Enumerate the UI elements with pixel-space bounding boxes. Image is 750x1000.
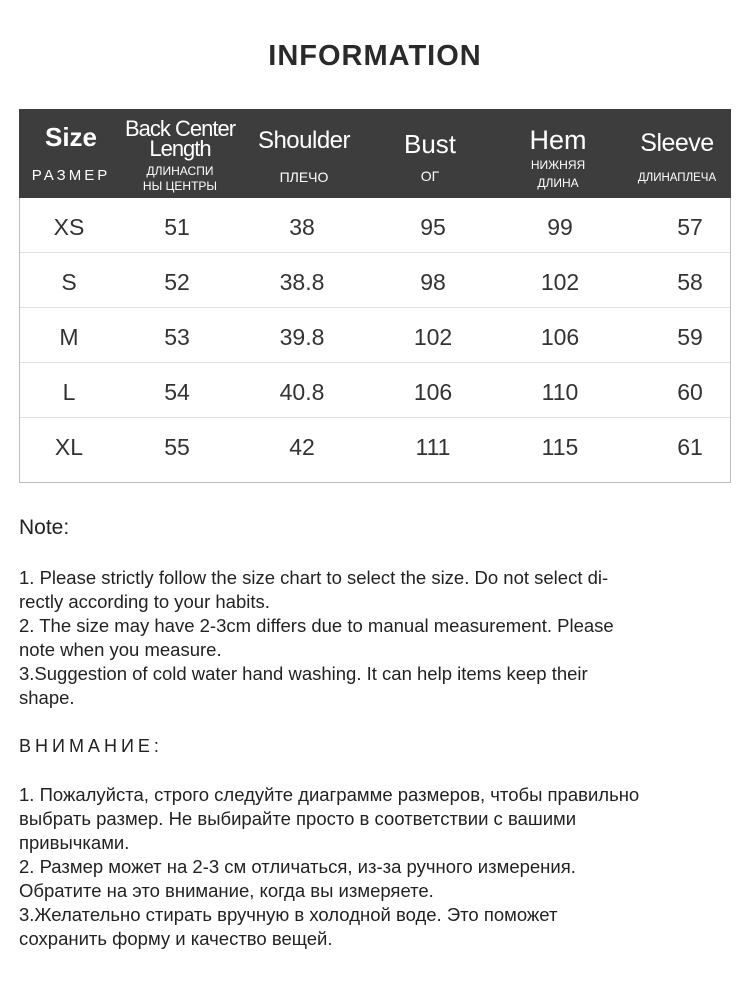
cell-hem: 102 [540,269,580,295]
header-shoulder [241,109,367,198]
note-text [19,566,731,710]
header-sleeve [623,109,731,198]
header-size-ru: РАЗМЕР [31,167,111,184]
cell-bust: 95 [420,214,446,240]
note-ru-line: Обратите на это внимание, когда вы измеряете. [19,880,434,901]
note-ru-line: 3.Желательно стирать вручную в холодной воде. Это поможет [19,904,558,925]
header-back-center-length [119,109,241,198]
table-header [19,109,731,198]
note-ru-text [19,783,731,951]
header-hem-ru-1: НИЖНЯЯ [530,158,586,172]
note-line: note when you measure. [19,639,222,660]
note-heading: Note: [19,516,70,539]
cell-hem: 115 [541,434,579,460]
header-size-en: Size [44,122,98,152]
table-row [20,308,730,363]
header-bcl-ru-1: ДЛИНАСПИ [146,164,214,178]
size-chart-table [19,109,731,483]
cell-sleeve: 60 [677,379,703,405]
cell-back-center-length: 52 [164,269,190,295]
header-shoulder-en: Shoulder [257,127,351,154]
page-title: INFORMATION [268,40,482,72]
note-line: shape. [19,687,75,708]
cell-sleeve: 61 [677,434,703,460]
note-ru-line: 1. Пожалуйста, строго следуйте диаграмме размеров, чтобы правильно [19,784,640,805]
header-bust-ru: ОГ [420,168,440,184]
header-size [19,109,123,198]
header-hem-ru-2: ДЛИНА [537,176,579,190]
cell-shoulder: 39.8 [279,324,325,350]
cell-sleeve: 59 [677,324,703,350]
table-row [20,363,730,418]
cell-bust: 102 [413,324,453,350]
table-row [20,418,730,472]
note-line: 2. The size may have 2-3cm differs due to manual measurement. Please [19,615,614,636]
table-row [20,253,730,308]
cell-back-center-length: 51 [164,214,190,240]
header-bust-en: Bust [403,129,457,159]
note-ru-line: привычками. [19,832,130,853]
header-bcl-en-1: Back Center [124,116,236,141]
cell-size: XL [54,434,84,460]
cell-shoulder: 42 [289,434,315,460]
cell-hem: 106 [540,324,580,350]
header-bcl-en-2: Length [149,136,211,161]
cell-shoulder: 38 [289,214,315,240]
cell-bust: 106 [413,379,453,405]
header-sleeve-en: Sleeve [640,129,714,157]
cell-shoulder: 38.8 [279,269,325,295]
cell-sleeve: 57 [677,214,703,240]
note-ru-line: сохранить форму и качество вещей. [19,928,333,949]
cell-hem: 99 [547,214,573,240]
cell-size: M [59,324,79,350]
cell-sleeve: 58 [677,269,703,295]
header-shoulder-ru: ПЛЕЧО [279,169,329,185]
cell-bust: 98 [420,269,446,295]
header-bust [367,109,493,198]
cell-back-center-length: 55 [164,434,190,460]
table-body [20,198,730,472]
cell-hem: 110 [541,379,579,405]
note-ru-line: 2. Размер может на 2-3 см отличаться, из-за ручного измерения. [19,856,576,877]
cell-shoulder: 40.8 [279,379,325,405]
cell-size: L [62,379,76,405]
cell-bust: 111 [415,434,451,460]
note-ru-line: выбрать размер. Не выбирайте просто в соответствии с вашими [19,808,577,829]
cell-size: XS [53,214,85,240]
note-line: 3.Suggestion of cold water hand washing. It can help items keep their [19,663,588,684]
cell-back-center-length: 54 [164,379,190,405]
header-bcl-ru-2: НЫ ЦЕНТРЫ [142,179,218,193]
note-ru-heading: ВНИМАНИЕ: [19,736,163,756]
note-line: rectly according to your habits. [19,591,270,612]
header-sleeve-ru: ДЛИНАПЛЕЧА [637,172,717,184]
header-hem [493,109,623,198]
cell-back-center-length: 53 [164,324,190,350]
note-line: 1. Please strictly follow the size chart to select the size. Do not select di- [19,567,609,588]
table-row [20,198,730,253]
cell-size: S [61,269,77,295]
header-hem-en: Hem [529,125,587,155]
